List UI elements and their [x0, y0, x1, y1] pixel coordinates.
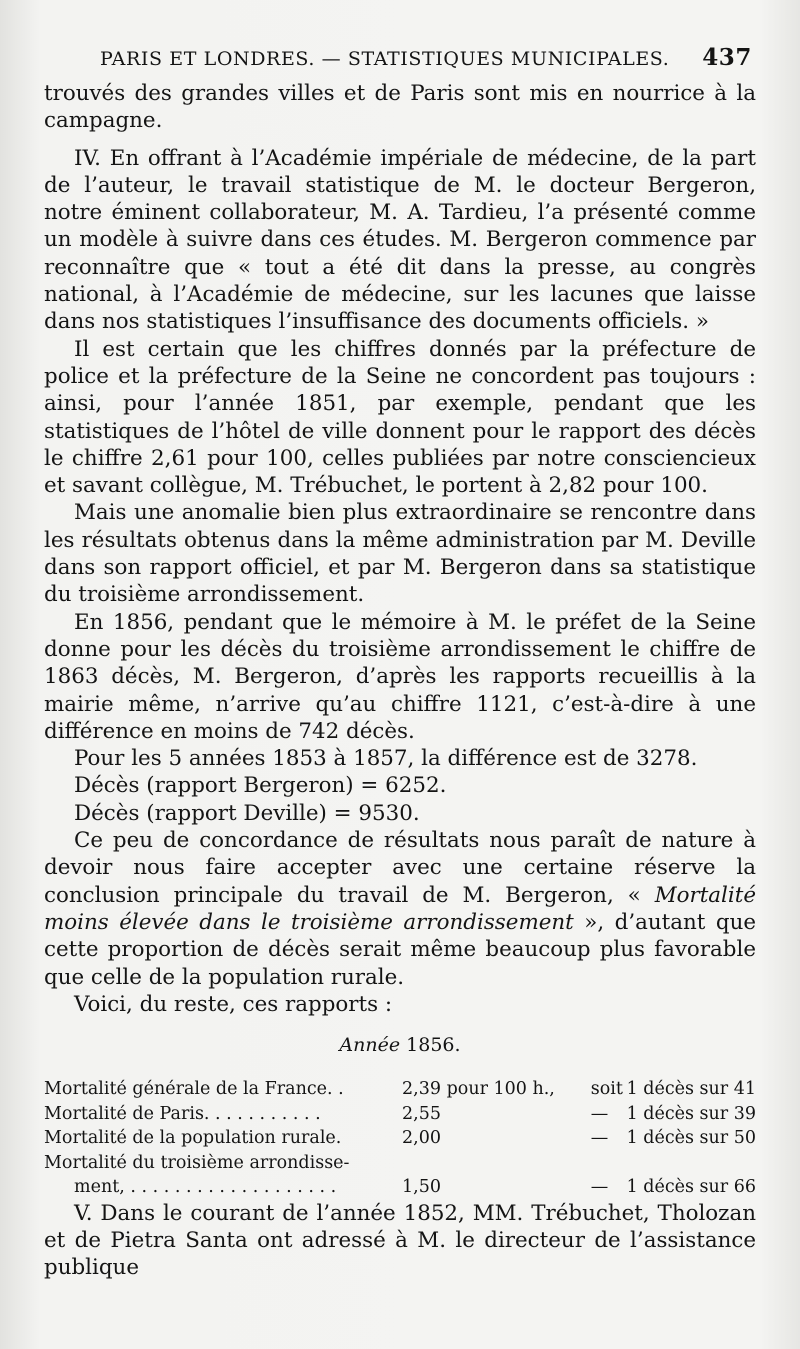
row-soit: soit — [590, 1079, 623, 1100]
paragraph-difference: Pour les 5 années 1853 à 1857, la différence est de 3278. — [74, 746, 698, 772]
page-header — [100, 44, 752, 78]
row-label: Mortalité de Paris. . . . . . . . . . . — [44, 1103, 321, 1124]
row-dash: — — [590, 1103, 609, 1124]
table-row — [44, 1077, 756, 1102]
row-label: Mortalité générale de la France. . — [44, 1079, 344, 1100]
concordance-quote: Mortalité moins élevée dans le troisième arrondissement — [44, 882, 756, 935]
paragraph-concordance — [44, 827, 756, 991]
running-title: PARIS ET LONDRES. — STATISTIQUES MUNICIPALES. — [100, 48, 670, 70]
row-rate: 2,39 pour 100 h., — [402, 1079, 555, 1100]
paragraph-voici: Voici, du reste, ces rapports : — [74, 991, 393, 1017]
row-deces: 1 décès sur 66 — [626, 1177, 756, 1198]
paragraph-1856: En 1856, pendant que le mémoire à M. le préfet de la Seine donne pour les décès du troisième arrondissement le chiffre de 1863 décès, M. Bergeron, d’après les rapports recueillis à la mairie même, n’arrive qu’au chiffre 1121, c’est-à-dire à une différence en moins de 742 décès. — [44, 609, 756, 744]
table-row — [44, 1151, 756, 1176]
table-title — [44, 1032, 756, 1059]
row-dash — [591, 1151, 627, 1176]
table-row — [44, 1175, 756, 1200]
concordance-end: », d’autant que cette proportion de décès serait même beaucoup plus favorable que celle de la population rurale. — [44, 909, 757, 990]
row-label: Mortalité de la population rurale. — [44, 1128, 342, 1149]
row-rate — [402, 1151, 591, 1176]
row-label: Mortalité du troisième arrondisse- — [44, 1152, 350, 1173]
row-deces — [627, 1151, 756, 1176]
paragraph-deces-deville: Décès (rapport Deville) = 9530. — [74, 800, 420, 826]
mortality-table — [44, 1077, 756, 1200]
row-deces: 1 décès sur 50 — [626, 1128, 756, 1149]
table-row — [44, 1102, 756, 1127]
row-dash: — — [590, 1177, 609, 1198]
paragraph-deces-bergeron: Décès (rapport Bergeron) = 6252. — [74, 773, 447, 799]
row-deces: 1 décès sur 39 — [626, 1103, 756, 1124]
page-number: 437 — [702, 44, 752, 71]
paragraph-anomalie: Mais une anomalie bien plus extraordinaire se rencontre dans les résultats obtenus dans la même administration par M. Deville dans son rapport officiel, et par M. Bergeron dans sa statistique du troisième arrondissement. — [44, 500, 756, 608]
paragraph-continuation: trouvés des grandes villes et de Paris sont mis en nourrice à la campagne. — [44, 81, 756, 134]
row-dash: — — [590, 1128, 609, 1149]
row-deces: 1 décès sur 41 — [626, 1079, 756, 1100]
paragraph-chiffres: Il est certain que les chiffres donnés par la préfecture de police et la préfecture de la Seine ne concordent pas toujours : ainsi, pour l’année 1851, par exemple, pendant que les statistiques de l’hôtel de ville donnent pour le rapport des décès le chiffre 2,61 pour 100, celles publiées par notre consciencieux et savant collègue, M. Trébuchet, le portent à 2,82 pour 100. — [44, 336, 756, 499]
table-row — [44, 1126, 756, 1151]
row-label: ment, . . . . . . . . . . . . . . . . . . . — [74, 1177, 337, 1198]
table-title-label: Année — [339, 1034, 401, 1057]
concordance-start: Ce peu de concordance de résultats nous paraît de nature à devoir nous faire accepter avec une certaine réserve la conclusion principale du travail de M. Bergeron, « — [44, 828, 756, 908]
page-body — [44, 80, 756, 1282]
paragraph-section-v: V. Dans le courant de l’année 1852, MM. Trébuchet, Tholozan et de Pietra Santa ont adressé à M. le directeur de l’assistance publique — [44, 1200, 756, 1281]
table-title-year: 1856. — [406, 1034, 461, 1057]
row-rate: 1,50 — [402, 1177, 442, 1198]
row-rate: 2,00 — [402, 1128, 442, 1149]
row-rate: 2,55 — [402, 1103, 442, 1124]
paragraph-section-iv: IV. En offrant à l’Académie impériale de médecine, de la part de l’auteur, le travail statistique de M. le docteur Bergeron, notre éminent collaborateur, M. A. Tardieu, l’a présenté comme un modèle à suivre dans ces études. M. Bergeron commence par reconnaître que « tout a été dit dans la presse, au congrès national, à l’Académie de médecine, sur les lacunes que laisse dans nos statistiques l’insuffisance des documents officiels. » — [44, 145, 756, 335]
